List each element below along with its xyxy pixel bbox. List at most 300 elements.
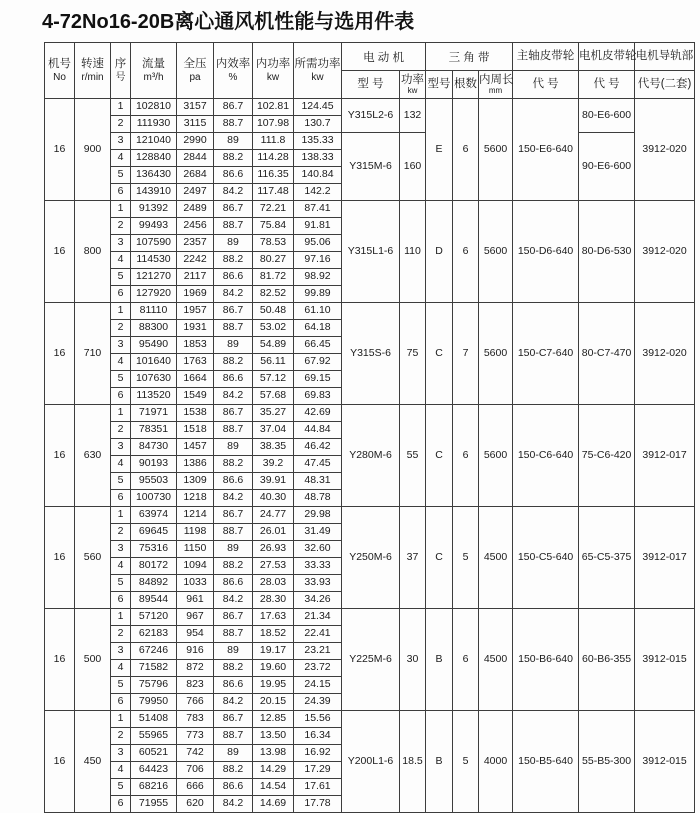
cell-seq: 2	[111, 524, 131, 541]
cell-rail-code: 3912-020	[635, 201, 695, 303]
cell-pressure: 1150	[177, 541, 214, 558]
cell-efficiency: 86.6	[214, 779, 253, 796]
cell-motor-power: 132	[400, 99, 426, 133]
cell-pressure: 2456	[177, 218, 214, 235]
cell-required-power: 97.16	[294, 252, 342, 269]
cell-pressure: 1549	[177, 388, 214, 405]
cell-inner-power: 54.89	[253, 337, 294, 354]
cell-required-power: 135.33	[294, 133, 342, 150]
cell-inner-power: 14.29	[253, 762, 294, 779]
cell-pressure: 742	[177, 745, 214, 762]
cell-required-power: 64.18	[294, 320, 342, 337]
cell-seq: 2	[111, 218, 131, 235]
cell-required-power: 98.92	[294, 269, 342, 286]
cell-inner-power: 82.52	[253, 286, 294, 303]
cell-seq: 6	[111, 388, 131, 405]
col-header-pressure	[177, 43, 214, 99]
header-unit: m³/h	[143, 71, 164, 83]
cell-flow: 51408	[131, 711, 177, 728]
cell-flow: 100730	[131, 490, 177, 507]
sub-header-rail: 代号(二套)	[635, 71, 695, 99]
col-header-motor-pulley: 电机皮带轮	[579, 43, 635, 71]
cell-flow: 84892	[131, 575, 177, 592]
cell-required-power: 140.84	[294, 167, 342, 184]
cell-motor-pulley-code: 90-E6-600	[579, 133, 635, 201]
cell-inner-power: 20.15	[253, 694, 294, 711]
cell-flow: 84730	[131, 439, 177, 456]
cell-inner-power: 26.01	[253, 524, 294, 541]
cell-inner-power: 26.93	[253, 541, 294, 558]
cell-efficiency: 88.7	[214, 320, 253, 337]
cell-efficiency: 84.2	[214, 490, 253, 507]
cell-efficiency: 89	[214, 337, 253, 354]
cell-efficiency: 86.7	[214, 609, 253, 626]
cell-seq: 5	[111, 371, 131, 388]
cell-seq: 2	[111, 626, 131, 643]
sub-header-main-pulley: 代 号	[513, 71, 579, 99]
cell-efficiency: 88.7	[214, 524, 253, 541]
cell-inner-power: 35.27	[253, 405, 294, 422]
cell-efficiency: 88.7	[214, 218, 253, 235]
header-unit: %	[228, 71, 238, 83]
cell-belt-count: 6	[453, 99, 479, 201]
cell-pressure: 1853	[177, 337, 214, 354]
header-unit: kw	[311, 71, 324, 83]
cell-required-power: 91.81	[294, 218, 342, 235]
header-unit: kw	[266, 71, 280, 83]
cell-flow: 91392	[131, 201, 177, 218]
cell-main-pulley-code: 150-D6-640	[513, 201, 579, 303]
col-header-flow	[131, 43, 177, 99]
cell-motor-power: 37	[400, 507, 426, 609]
cell-motor-model: Y250M-6	[342, 507, 400, 609]
cell-belt-length: 5600	[479, 99, 513, 201]
cell-flow: 111930	[131, 116, 177, 133]
cell-seq: 4	[111, 252, 131, 269]
cell-inner-power: 39.91	[253, 473, 294, 490]
cell-motor-power: 30	[400, 609, 426, 711]
cell-flow: 64423	[131, 762, 177, 779]
cell-inner-power: 39.2	[253, 456, 294, 473]
cell-pressure: 706	[177, 762, 214, 779]
cell-machine-no: 16	[45, 303, 75, 405]
cell-efficiency: 86.6	[214, 473, 253, 490]
cell-motor-power: 55	[400, 405, 426, 507]
cell-efficiency: 88.7	[214, 116, 253, 133]
cell-motor-power: 18.5	[400, 711, 426, 813]
cell-flow: 95503	[131, 473, 177, 490]
cell-pressure: 961	[177, 592, 214, 609]
cell-efficiency: 86.7	[214, 99, 253, 116]
cell-inner-power: 116.35	[253, 167, 294, 184]
cell-seq: 5	[111, 677, 131, 694]
cell-pressure: 1094	[177, 558, 214, 575]
cell-flow: 81110	[131, 303, 177, 320]
cell-efficiency: 89	[214, 745, 253, 762]
cell-efficiency: 84.2	[214, 388, 253, 405]
cell-pressure: 3157	[177, 99, 214, 116]
cell-flow: 71971	[131, 405, 177, 422]
cell-seq: 5	[111, 779, 131, 796]
cell-rail-code: 3912-017	[635, 405, 695, 507]
cell-inner-power: 72.21	[253, 201, 294, 218]
cell-required-power: 16.34	[294, 728, 342, 745]
cell-belt-model: E	[426, 99, 453, 201]
cell-seq: 5	[111, 575, 131, 592]
cell-seq: 6	[111, 694, 131, 711]
sub-header-belt-count	[453, 71, 479, 99]
cell-seq: 3	[111, 439, 131, 456]
cell-seq: 1	[111, 303, 131, 320]
cell-seq: 3	[111, 745, 131, 762]
cell-pressure: 2990	[177, 133, 214, 150]
cell-required-power: 21.34	[294, 609, 342, 626]
cell-seq: 5	[111, 473, 131, 490]
cell-efficiency: 88.2	[214, 252, 253, 269]
cell-seq: 3	[111, 133, 131, 150]
header-label: 内周长	[479, 74, 514, 87]
cell-seq: 3	[111, 643, 131, 660]
cell-flow: 68216	[131, 779, 177, 796]
cell-efficiency: 86.7	[214, 405, 253, 422]
sub-header-motor-pulley: 代 号	[579, 71, 635, 99]
cell-inner-power: 28.03	[253, 575, 294, 592]
cell-motor-power: 75	[400, 303, 426, 405]
cell-pressure: 2844	[177, 150, 214, 167]
header-unit: pa	[189, 71, 201, 83]
cell-seq: 2	[111, 320, 131, 337]
cell-inner-power: 24.77	[253, 507, 294, 524]
cell-efficiency: 88.2	[214, 354, 253, 371]
cell-flow: 95490	[131, 337, 177, 354]
header-unit: No	[53, 71, 66, 83]
cell-pressure: 1457	[177, 439, 214, 456]
group-header-motor: 电 动 机	[342, 43, 426, 71]
cell-inner-power: 18.52	[253, 626, 294, 643]
col-header-machine-no	[45, 43, 75, 99]
cell-pressure: 3115	[177, 116, 214, 133]
cell-seq: 1	[111, 507, 131, 524]
cell-efficiency: 86.6	[214, 575, 253, 592]
cell-motor-model: Y315S-6	[342, 303, 400, 405]
cell-inner-power: 53.02	[253, 320, 294, 337]
cell-seq: 4	[111, 354, 131, 371]
cell-flow: 107590	[131, 235, 177, 252]
cell-belt-model: C	[426, 405, 453, 507]
cell-required-power: 15.56	[294, 711, 342, 728]
cell-inner-power: 19.17	[253, 643, 294, 660]
cell-required-power: 66.45	[294, 337, 342, 354]
cell-speed: 560	[75, 507, 111, 609]
cell-belt-model: C	[426, 507, 453, 609]
sub-header-belt-model	[426, 71, 453, 99]
cell-inner-power: 114.28	[253, 150, 294, 167]
cell-pressure: 620	[177, 796, 214, 813]
cell-rail-code: 3912-015	[635, 711, 695, 813]
cell-required-power: 22.41	[294, 626, 342, 643]
cell-flow: 101640	[131, 354, 177, 371]
header-label: 功率	[401, 74, 424, 87]
cell-motor-pulley-code: 60-B6-355	[579, 609, 635, 711]
cell-seq: 3	[111, 541, 131, 558]
cell-required-power: 24.15	[294, 677, 342, 694]
cell-belt-length: 4500	[479, 609, 513, 711]
cell-inner-power: 14.69	[253, 796, 294, 813]
page-title: 4-72No16-20B离心通风机性能与选用件表	[42, 11, 415, 33]
cell-inner-power: 50.48	[253, 303, 294, 320]
sub-header-motor-model	[342, 71, 400, 99]
cell-flow: 55965	[131, 728, 177, 745]
cell-belt-count: 6	[453, 201, 479, 303]
cell-pressure: 1214	[177, 507, 214, 524]
cell-pressure: 823	[177, 677, 214, 694]
header-unit: mm	[488, 86, 503, 95]
cell-flow: 102810	[131, 99, 177, 116]
cell-required-power: 69.15	[294, 371, 342, 388]
cell-pressure: 1957	[177, 303, 214, 320]
cell-efficiency: 88.7	[214, 728, 253, 745]
header-label: 所需功率	[294, 58, 341, 71]
cell-motor-power: 160	[400, 133, 426, 201]
cell-flow: 62183	[131, 626, 177, 643]
cell-required-power: 23.72	[294, 660, 342, 677]
cell-motor-pulley-code: 55-B5-300	[579, 711, 635, 813]
data-row	[45, 405, 695, 422]
cell-flow: 127920	[131, 286, 177, 303]
cell-pressure: 1033	[177, 575, 214, 592]
cell-required-power: 47.45	[294, 456, 342, 473]
col-header-efficiency	[214, 43, 253, 99]
cell-flow: 121270	[131, 269, 177, 286]
cell-inner-power: 13.98	[253, 745, 294, 762]
cell-required-power: 16.92	[294, 745, 342, 762]
cell-efficiency: 84.2	[214, 694, 253, 711]
cell-seq: 6	[111, 796, 131, 813]
cell-main-pulley-code: 150-B6-640	[513, 609, 579, 711]
cell-belt-model: D	[426, 201, 453, 303]
cell-belt-count: 5	[453, 711, 479, 813]
cell-belt-length: 4500	[479, 507, 513, 609]
cell-efficiency: 88.2	[214, 456, 253, 473]
cell-required-power: 95.06	[294, 235, 342, 252]
data-row	[45, 99, 695, 116]
cell-required-power: 34.26	[294, 592, 342, 609]
cell-motor-pulley-code: 80-D6-530	[579, 201, 635, 303]
sub-header-motor-power	[400, 71, 426, 99]
cell-rail-code: 3912-020	[635, 99, 695, 201]
cell-flow: 67246	[131, 643, 177, 660]
header-label: 全压	[183, 58, 207, 71]
cell-belt-length: 5600	[479, 303, 513, 405]
cell-efficiency: 89	[214, 133, 253, 150]
cell-inner-power: 80.27	[253, 252, 294, 269]
cell-inner-power: 19.95	[253, 677, 294, 694]
cell-flow: 60521	[131, 745, 177, 762]
cell-flow: 99493	[131, 218, 177, 235]
cell-flow: 113520	[131, 388, 177, 405]
data-row	[45, 711, 695, 728]
cell-flow: 57120	[131, 609, 177, 626]
cell-inner-power: 14.54	[253, 779, 294, 796]
cell-pressure: 916	[177, 643, 214, 660]
cell-efficiency: 88.2	[214, 558, 253, 575]
cell-inner-power: 56.11	[253, 354, 294, 371]
cell-flow: 79950	[131, 694, 177, 711]
cell-belt-count: 6	[453, 405, 479, 507]
col-header-required-power	[294, 43, 342, 99]
cell-motor-pulley-code: 65-C5-375	[579, 507, 635, 609]
cell-pressure: 2117	[177, 269, 214, 286]
cell-speed: 450	[75, 711, 111, 813]
cell-flow: 107630	[131, 371, 177, 388]
table-body	[45, 99, 695, 813]
cell-required-power: 24.39	[294, 694, 342, 711]
cell-pressure: 1198	[177, 524, 214, 541]
cell-rail-code: 3912-020	[635, 303, 695, 405]
cell-pressure: 872	[177, 660, 214, 677]
cell-belt-count: 6	[453, 609, 479, 711]
cell-pressure: 1763	[177, 354, 214, 371]
cell-inner-power: 17.63	[253, 609, 294, 626]
cell-flow: 69645	[131, 524, 177, 541]
cell-flow: 71955	[131, 796, 177, 813]
cell-efficiency: 89	[214, 643, 253, 660]
cell-seq: 6	[111, 286, 131, 303]
cell-pressure: 1931	[177, 320, 214, 337]
data-row	[45, 133, 695, 150]
cell-main-pulley-code: 150-C6-640	[513, 405, 579, 507]
cell-seq: 2	[111, 422, 131, 439]
header-label: 转速	[81, 58, 104, 71]
cell-pressure: 2684	[177, 167, 214, 184]
cell-required-power: 130.7	[294, 116, 342, 133]
cell-flow: 78351	[131, 422, 177, 439]
cell-efficiency: 88.7	[214, 626, 253, 643]
cell-required-power: 142.2	[294, 184, 342, 201]
col-header-rail: 电机导轨部	[635, 43, 695, 71]
cell-required-power: 32.60	[294, 541, 342, 558]
cell-seq: 1	[111, 609, 131, 626]
cell-efficiency: 86.7	[214, 507, 253, 524]
cell-belt-model: B	[426, 609, 453, 711]
cell-inner-power: 102.81	[253, 99, 294, 116]
cell-flow: 75796	[131, 677, 177, 694]
header-label: 型 号	[357, 77, 384, 90]
cell-motor-pulley-code: 75-C6-420	[579, 405, 635, 507]
cell-efficiency: 86.7	[214, 201, 253, 218]
cell-pressure: 954	[177, 626, 214, 643]
sub-header-belt-length	[479, 71, 513, 99]
cell-flow: 75316	[131, 541, 177, 558]
cell-required-power: 23.21	[294, 643, 342, 660]
cell-efficiency: 86.7	[214, 303, 253, 320]
cell-belt-length: 5600	[479, 201, 513, 303]
cell-required-power: 48.31	[294, 473, 342, 490]
header-unit: r/min	[81, 71, 104, 83]
cell-rail-code: 3912-017	[635, 507, 695, 609]
cell-pressure: 2242	[177, 252, 214, 269]
cell-machine-no: 16	[45, 507, 75, 609]
cell-belt-count: 5	[453, 507, 479, 609]
cell-flow: 128840	[131, 150, 177, 167]
cell-inner-power: 38.35	[253, 439, 294, 456]
cell-required-power: 46.42	[294, 439, 342, 456]
group-header-v-belt: 三 角 带	[426, 43, 513, 71]
cell-inner-power: 40.30	[253, 490, 294, 507]
cell-inner-power: 81.72	[253, 269, 294, 286]
cell-seq: 4	[111, 150, 131, 167]
cell-inner-power: 57.12	[253, 371, 294, 388]
cell-required-power: 138.33	[294, 150, 342, 167]
cell-efficiency: 89	[214, 541, 253, 558]
cell-pressure: 773	[177, 728, 214, 745]
cell-required-power: 17.61	[294, 779, 342, 796]
cell-efficiency: 88.2	[214, 762, 253, 779]
cell-inner-power: 111.8	[253, 133, 294, 150]
cell-required-power: 87.41	[294, 201, 342, 218]
cell-seq: 4	[111, 660, 131, 677]
cell-pressure: 2357	[177, 235, 214, 252]
cell-required-power: 44.84	[294, 422, 342, 439]
cell-seq: 6	[111, 592, 131, 609]
cell-efficiency: 84.2	[214, 796, 253, 813]
cell-efficiency: 88.7	[214, 422, 253, 439]
cell-pressure: 1386	[177, 456, 214, 473]
table-header	[45, 43, 695, 99]
cell-motor-power: 110	[400, 201, 426, 303]
cell-motor-model: Y200L1-6	[342, 711, 400, 813]
cell-required-power: 69.83	[294, 388, 342, 405]
cell-efficiency: 86.7	[214, 711, 253, 728]
cell-seq: 5	[111, 269, 131, 286]
col-header-main-pulley: 主轴皮带轮	[513, 43, 579, 71]
cell-inner-power: 19.60	[253, 660, 294, 677]
col-header-speed	[75, 43, 111, 99]
cell-inner-power: 78.53	[253, 235, 294, 252]
header-unit: 号	[115, 71, 126, 83]
cell-flow: 89544	[131, 592, 177, 609]
cell-machine-no: 16	[45, 609, 75, 711]
cell-seq: 1	[111, 711, 131, 728]
cell-inner-power: 28.30	[253, 592, 294, 609]
cell-pressure: 2489	[177, 201, 214, 218]
header-label: 型号	[427, 77, 451, 90]
header-unit: kw	[407, 86, 418, 95]
data-row	[45, 609, 695, 626]
data-row	[45, 507, 695, 524]
cell-efficiency: 84.2	[214, 286, 253, 303]
col-header-seq	[111, 43, 131, 99]
cell-pressure: 1969	[177, 286, 214, 303]
cell-seq: 1	[111, 201, 131, 218]
cell-required-power: 29.98	[294, 507, 342, 524]
cell-required-power: 67.92	[294, 354, 342, 371]
cell-motor-model: Y315M-6	[342, 133, 400, 201]
cell-seq: 4	[111, 762, 131, 779]
cell-motor-pulley-code: 80-E6-600	[579, 99, 635, 133]
data-row	[45, 201, 695, 218]
cell-seq: 6	[111, 490, 131, 507]
cell-pressure: 666	[177, 779, 214, 796]
cell-required-power: 33.93	[294, 575, 342, 592]
cell-motor-model: Y315L1-6	[342, 201, 400, 303]
cell-inner-power: 107.98	[253, 116, 294, 133]
cell-required-power: 17.29	[294, 762, 342, 779]
header-label: 序	[114, 58, 127, 71]
cell-flow: 143910	[131, 184, 177, 201]
cell-main-pulley-code: 150-B5-640	[513, 711, 579, 813]
cell-seq: 1	[111, 99, 131, 116]
